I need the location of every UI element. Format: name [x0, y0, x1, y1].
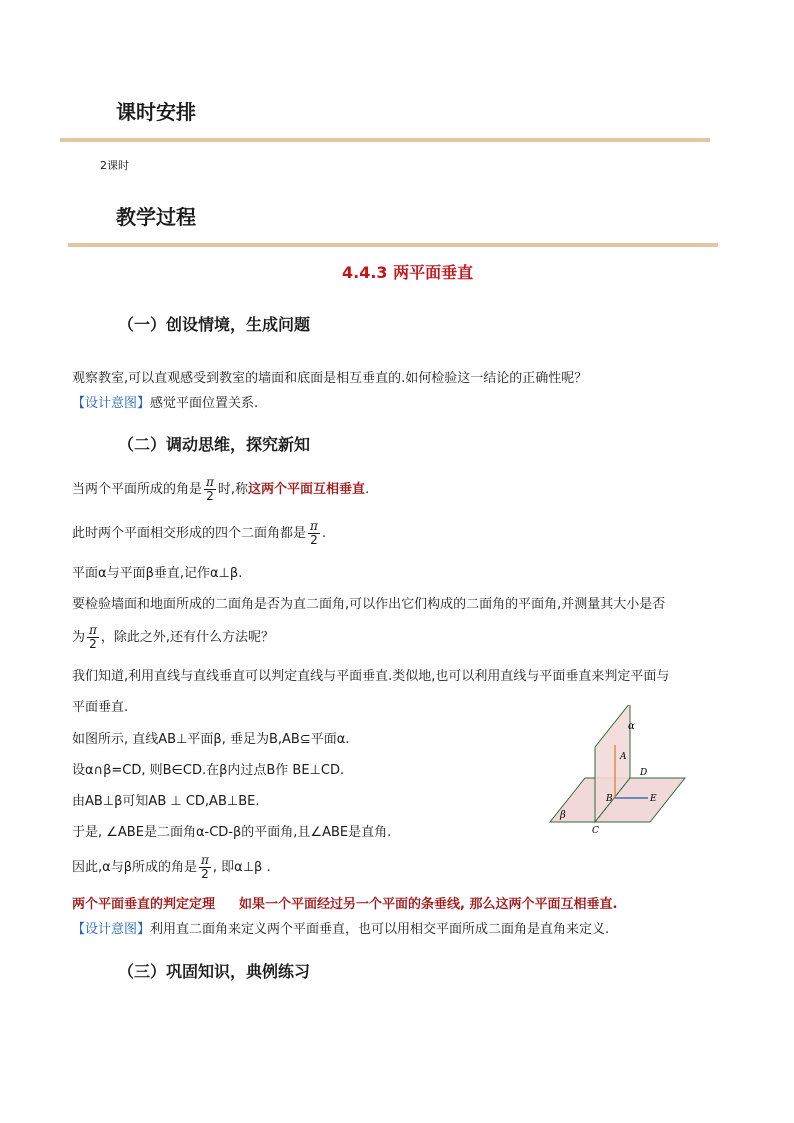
fraction-denominator: 2 — [310, 533, 318, 548]
fraction-pi-over-2 — [204, 476, 216, 503]
intent-tag: 【设计意图】 — [72, 922, 151, 937]
fraction-numerator: π — [310, 519, 318, 533]
line-analogy-cont: 平面垂直. — [72, 700, 129, 715]
theorem-text: 如果一个平面经过另一个平面的条垂线, 那么这两个平面互相垂直. — [239, 897, 618, 912]
fraction-denominator: 2 — [206, 489, 214, 504]
line-four-dihedral — [72, 520, 326, 547]
line-notation: 平面α与平面β垂直,记作α⊥β. — [72, 566, 243, 581]
part1-intent — [72, 397, 258, 410]
schedule-heading: 课时安排 — [116, 100, 196, 124]
text-segment: 时,称 — [217, 482, 249, 498]
text-segment: 当两个平面所成的角是 — [72, 482, 203, 498]
schedule-hours: 2课时 — [100, 159, 129, 172]
fraction-numerator: π — [89, 623, 97, 637]
line-check-method: 要检验墙面和地面所成的二面角是否为直二面角,可以作出它们构成的二面角的平面角,并测量其大小是否 — [72, 597, 666, 612]
line-analogy: 我们知道,利用直线与直线垂直可以判定直线与平面垂直.类似地,也可以利用直线与平面垂直来判定平面与 — [72, 669, 670, 684]
label-beta: β — [560, 810, 566, 821]
text-segment: ，除此之外,还有什么方法呢？ — [100, 630, 275, 646]
text-segment: . — [321, 526, 327, 542]
label-c: C — [592, 826, 599, 836]
part3-heading: （三）巩固知识，典例练习 — [118, 962, 311, 981]
fraction-denominator: 2 — [201, 867, 209, 882]
label-a: A — [620, 752, 627, 762]
line-conclusion — [72, 854, 271, 881]
intent-tag: 【设计意图】 — [72, 396, 151, 411]
intent-text: 感觉平面位置关系. — [150, 396, 259, 411]
label-d: D — [640, 768, 648, 778]
perpendicular-planes-figure — [540, 705, 700, 845]
fraction-pi-over-2 — [199, 854, 211, 881]
label-alpha: α — [628, 721, 635, 732]
theorem-name: 两个平面垂直的判定定理 — [72, 897, 216, 912]
fraction-numerator: π — [206, 475, 214, 489]
fraction-pi-over-2 — [308, 520, 320, 547]
line-perp-known: 由AB⊥β可知AB ⊥ CD,AB⊥BE. — [72, 794, 260, 809]
part1-text: 观察教室,可以直观感受到教室的墙面和底面是相互垂直的.如何检验这一结论的正确性呢？ — [72, 371, 588, 386]
fraction-denominator: 2 — [89, 637, 97, 652]
intent-text: 利用直二面角来定义两个平面垂直，也可以用相交平面所成二面角是直角来定义. — [150, 922, 610, 937]
text-segment: 为 — [72, 630, 86, 646]
process-heading: 教学过程 — [116, 205, 196, 229]
line-other-method — [72, 624, 274, 651]
theorem — [72, 898, 617, 911]
text-segment: 因此,α与β所成的角是 — [72, 860, 197, 876]
line-intersection: 设α∩β=CD, 则B∈CD.在β内过点B作 BE⊥CD. — [72, 763, 345, 778]
line-plane-angle: 于是, ∠ABE是二面角α-CD-β的平面角,且∠ABE是直角. — [72, 825, 392, 840]
fraction-pi-over-2 — [87, 624, 99, 651]
text-segment: . — [365, 482, 370, 498]
part1-heading: （一）创设情境，生成问题 — [118, 315, 311, 334]
line-figure-setup: 如图所示, 直线AB⊥平面β, 垂足为B,AB⊆平面α. — [72, 732, 350, 747]
schedule-divider — [60, 138, 710, 142]
label-b: B — [606, 794, 613, 804]
line-perpendicular-def — [72, 476, 369, 503]
part2-intent — [72, 923, 609, 936]
key-term: 这两个平面互相垂直 — [248, 482, 366, 498]
text-segment: , 即α⊥β . — [212, 860, 271, 876]
text-segment: 此时两个平面相交形成的四个二面角都是 — [72, 526, 307, 542]
label-e: E — [650, 794, 657, 804]
fraction-numerator: π — [201, 853, 209, 867]
process-divider — [68, 243, 718, 247]
part2-heading: （二）调动思维，探究新知 — [118, 435, 311, 454]
lesson-title: 4.4.3 两平面垂直 — [342, 263, 474, 282]
